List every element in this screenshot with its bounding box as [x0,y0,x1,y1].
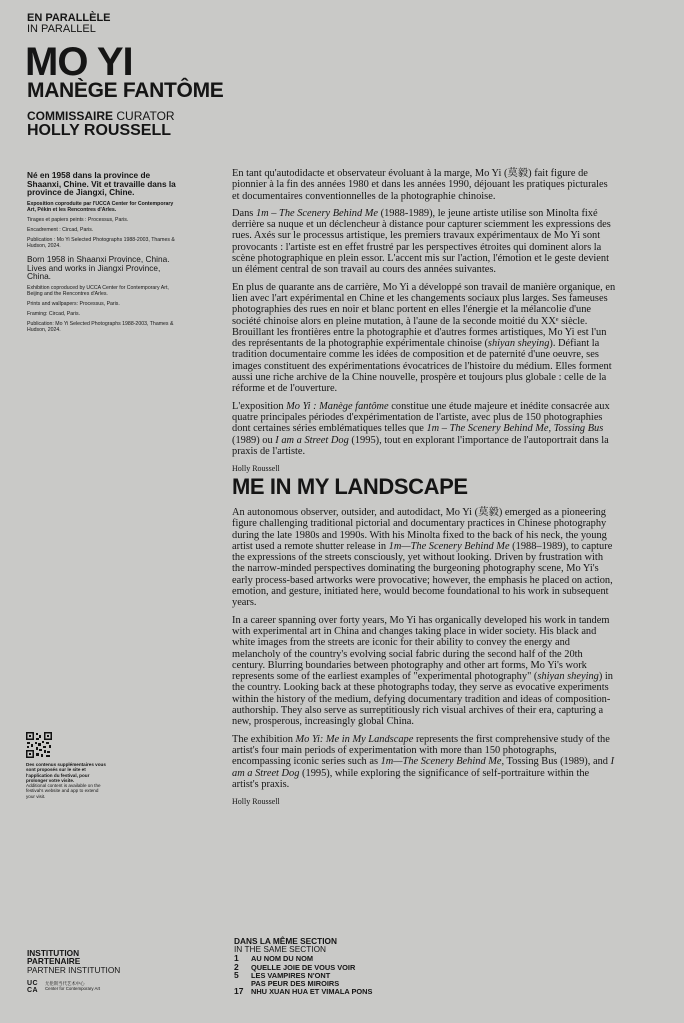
paragraph: In a career spanning over forty years, Mo Yi has organically developed his work in tandem with experimental art in China and changes taking place in wider society. His black and white images from the streets are iconic for their ability to convey the energy and melancholy of the country's evolving social fabric during the second half of the 20th century. Blurring boundaries between photography and other art forms, Mo Yi's work represents some of the earliest examples of "experimental photography" (shiyan sheying) in the country. Looking back at these photographs today, they serve as evocative experiments within the history of the medium, defying documentary tradition and ideas of composition-authorship. They also serve as surreptitiously rich visual archives of their era, capturing a new, prosperous, increasingly global China. [232,614,613,728]
list-item [234,961,372,972]
ucca-logo-cn: 尤伦斯当代艺术中心 [45,981,85,986]
list-item-number: 2 [234,961,239,972]
same-section-list [234,955,372,997]
partner-label-fr-1: INSTITUTION [27,948,80,958]
list-item [234,988,372,996]
credit-fr: Exposition coproduite par l'UCCA Center for Contemporary Art, Pékin et les Rencontres d'Arles. [27,200,174,213]
list-item-title: AU NOM DU NOM [251,954,313,963]
exhibition-title-fr: MANÈGE FANTÔME [27,79,224,102]
list-item-title: LES VAMPIRES N'ONT PAS PEUR DES MIROIRS [251,971,340,988]
partner-label-fr-2: PARTENAIRE [27,956,81,967]
paragraph: En plus de quarante ans de carrière, Mo Yi a développé son travail de manière organique, en lien avec l'art expérimental en Chine et les changements sociaux plus larges. Ses fameuses photographies des rues en noir et blanc portent en elles l'énergie et la mélancolie d'une société chinoise alors en pleine mutation, à l'aune de la seconde moitié du XXᵉ siècle. Brouillant les frontières entre la photographie et d'autres formes artistiques, Mo Yi est l'un des représentants de la photographie expérimentale chinoise (shiyan sheying). Défiant la tradition documentaire comme les idées de composition et de paternité d'une oeuvre, ses images constituent des expérimentations évocatrices de l'histoire du médium. Elles forment aussi une riche archive de la Chine nouvelle, prospère et toujours plus globale : celle de la réforme et de l'ouverture. [232,281,616,395]
qr-caption-en: Additional content is available on the festival's website and app to extend your visit. [26,783,101,799]
list-item [234,972,372,987]
credit-en: Publication: Mo Yi Selected Photographs 1988-2003, Thames & Hudson, 2024. [27,320,174,333]
partner-label-en: PARTNER INSTITUTION [27,964,121,975]
ucca-logo-en: Center for Contemporary Art [45,986,101,991]
credit-fr: Publication : Mo Yi Selected Photographs 1988-2003, Thames & Hudson, 2024. [27,236,175,249]
curator-label-fr: COMMISSAIRE [27,109,114,123]
artist-name: MO YI [25,40,133,84]
qr-code-icon[interactable] [26,732,52,758]
curator-label-en: CURATOR [116,109,175,123]
paragraph: Dans 1m – The Scenery Behind Me (1988-1989), le jeune artiste utilise son Minolta fixé derrière sa nuque et un déclencheur à distance pour capturer sciemment les expressions des rues. Axés sur le processus artistique, les premiers travaux expérimentaux de Mo Yi sont provocants : l'artiste est en effet frustré par les perspectives étroites qui dominent alors la scène photographique en plein essor. L'accent mis sur l'action, l'émotion et le geste devient un élément central de son travail au cours des années suivantes. [232,207,611,276]
text-en [232,507,617,807]
partner-label [27,949,120,974]
section-label [27,13,111,35]
section-label-fr: EN PARALLÈLE [27,12,111,24]
qr-caption-fr: Des contenus supplémentaires vous sont proposés sur le site et l'application du festival, pour prolonger votre visite. [26,762,106,783]
list-item-title: NHU XUAN HUA ET VIMALA PONS [251,987,373,997]
section-label-en: IN PARALLEL [27,23,96,35]
paragraph: The exhibition Mo Yi: Me in My Landscape represents the first comprehensive study of the artist's four main periods of experimentation with more than 150 photographs, encompassing iconic series such as 1m—The Scenery Behind Me, Tossing Bus (1989), and I am a Street Dog (1995), while exploring the significance of self-portraiture within the artist's praxis. [232,733,615,790]
same-section-label [234,937,337,954]
ucca-logo-text: UCCA [27,980,39,994]
section-title-en: ME IN MY LANDSCAPE [232,474,468,499]
paragraph: En tant qu'autodidacte et observateur évoluant à la marge, Mo Yi (莫毅) fait figure de pionnier à la fin des années 1980 et dans les années 1990, déjouant les pratiques picturales et documentaires conventionnelles de la photographie chinoise. [232,168,608,202]
sidebar-en [27,255,177,337]
sidebar-fr [27,171,177,253]
same-section-label-en: IN THE SAME SECTION [234,944,327,955]
ucca-logo [27,980,41,994]
list-item-number: 5 [234,970,239,981]
paragraph: L'exposition Mo Yi : Manège fantôme constitue une étude majeure et inédite consacrée aux quatre principales périodes d'expérimentation de l'artiste, avec plus de 150 photographies dont certaines séries emblématiques telles que 1m – The Scenery Behind Me, Tossing Bus (1989) ou I am a Street Dog (1995), tout en explorant l'importance de l'autoportrait dans la praxis de l'artiste. [232,400,610,457]
ucca-logo-caption [45,981,100,991]
bio-fr: Né en 1958 dans la province de Shaanxi, Chine. Vit et travaille dans la province de Jiangxi, Chine. [27,170,176,198]
signature: Holly Roussell [232,464,280,474]
qr-caption [26,762,106,799]
bio-en: Born 1958 in Shaanxi Province, China. Lives and works in Jiangxi Province, China. [27,254,170,282]
credit-fr: Tirages et papiers peints : Processus, Paris. [27,216,129,223]
text-fr [232,168,617,474]
curator-name: HOLLY ROUSSELL [27,122,172,139]
list-item [234,955,372,963]
credit-fr: Encadrement : Circad, Paris. [27,226,94,233]
paragraph: An autonomous observer, outsider, and autodidact, Mo Yi (莫毅) emerged as a pioneering figure challenging traditional pictorial and documentary practices in Chinese photography during the late 1980s and 1990s. With his Minolta fixed to the back of his neck, the young artist used a remote shutter release in 1m—The Scenery Behind Me (1988–1989), to capture the expressions of the streets consciously, yet without looking. Driven by frustration with the narrow-minded perspectives dominating the burgeoning photography scene, Mo Yi's early process-based artworks were provocative; however, the emphasis he placed on action, emotion, and gesture, initiated here, would become foundational to his work in subsequent years. [232,507,613,609]
credit-en: Exhibition coproduced by UCCA Center for Contemporary Art, Beijing and the Rencontres d'Arles. [27,284,169,297]
list-item-title: QUELLE JOIE DE VOUS VOIR [251,962,356,972]
credit-en: Prints and wallpapers: Processus, Paris. [27,300,120,307]
list-item-number: 1 [234,953,239,963]
list-item-number: 17 [234,986,244,997]
signature: Holly Roussell [232,797,280,807]
credit-en: Framing: Circad, Paris. [27,310,81,317]
same-section-label-fr: DANS LA MÊME SECTION [234,936,337,946]
